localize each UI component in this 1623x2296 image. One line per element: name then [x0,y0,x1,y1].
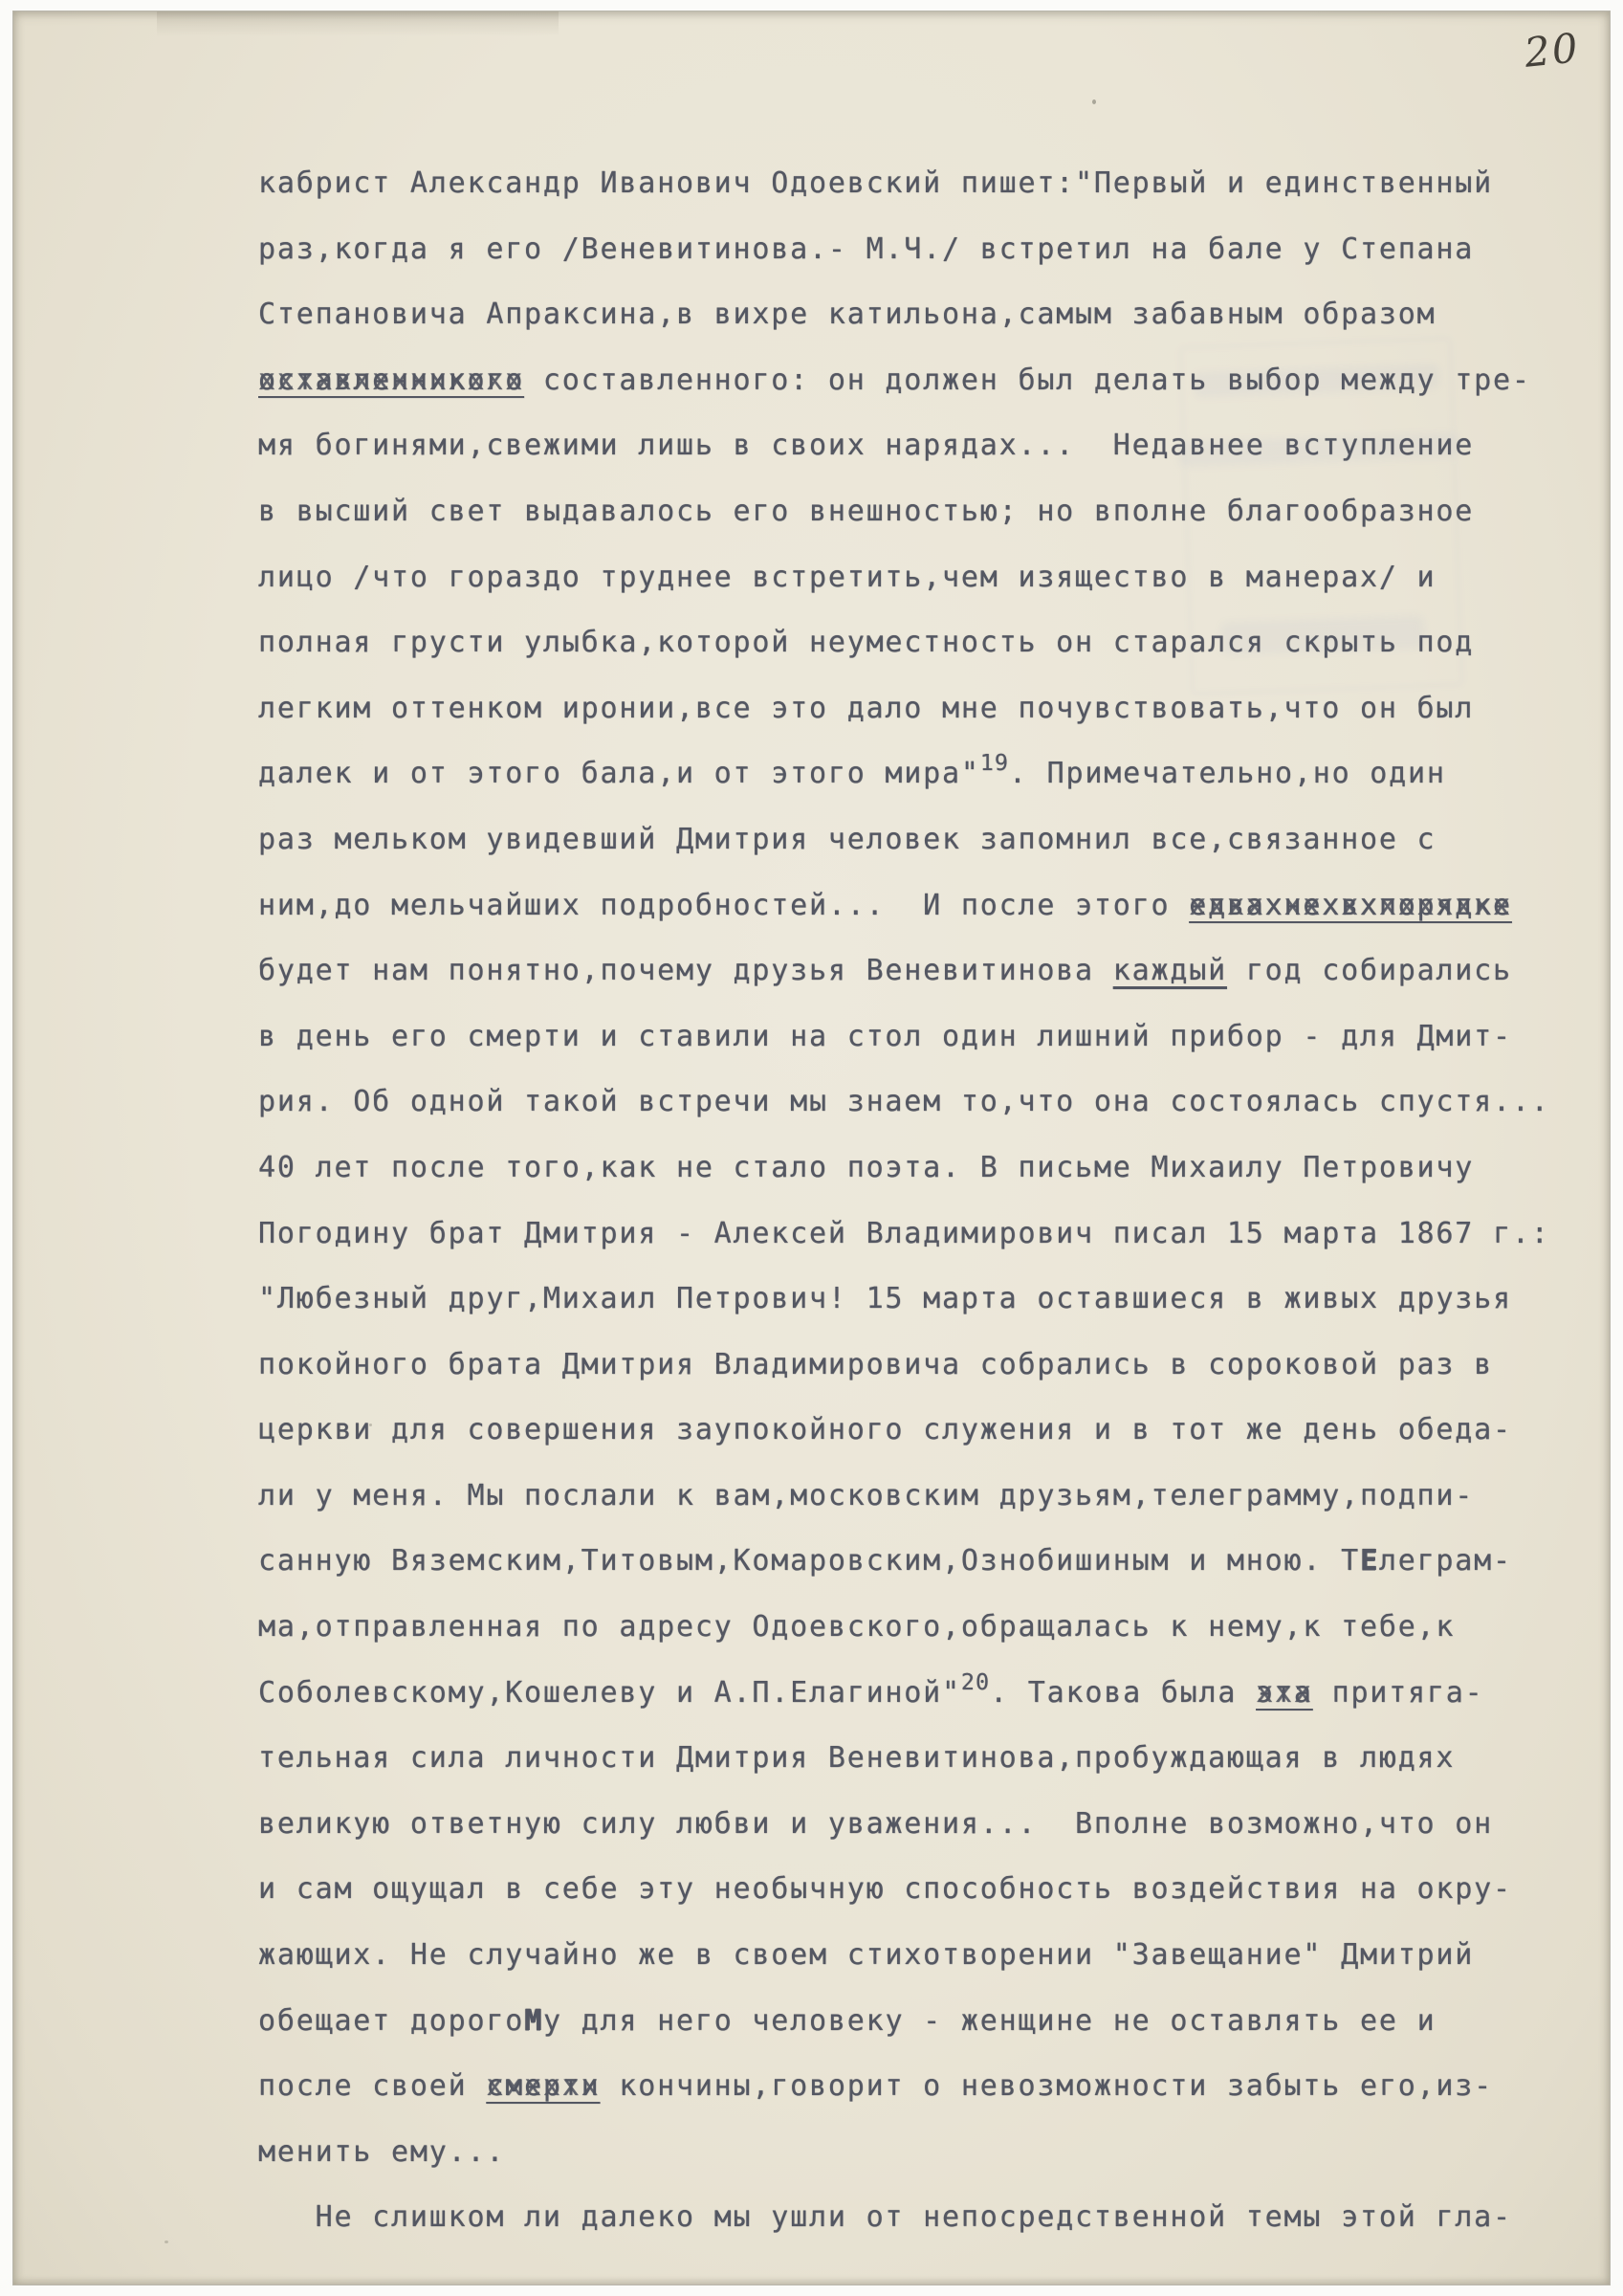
text-line: полная грусти улыбка,которой неуместность он старался скрыть под [258,626,1475,660]
text-line: раз мельком увидевший Дмитрия человек запомнил все,связанное с [258,822,1437,856]
text-line: обещает дорогоМу для него человеку - женщине не оставлять ее и [258,2003,1437,2038]
paper-speck [369,1424,372,1426]
text-line: ним,до мельчайших подробностей... И после этого едвахнехвхпорядке ххххххххххххххххх [258,873,1588,939]
text-line: Погодину брат Дмитрия - Алексей Владимирович писал 15 марта 1867 г.: [258,1216,1550,1250]
typewritten-text [258,151,1588,2251]
text-line: и сам ощущал в себе эту необычную способность воздействия на окру- [258,1872,1512,1907]
text-line: мя богинями,свежими лишь в своих нарядах... Недавнее вступление [258,429,1475,463]
text-line: кабрист Александр Иванович Одоевский пишет:"Первый и единственный [258,166,1493,200]
text-line: будет нам понятно,почему друзья Веневитинова каждый год собирались [258,954,1512,988]
text-line: рия. Об одной такой встречи мы знаем то,что она состоялась спустя... [258,1085,1550,1119]
paper-speck [1092,99,1096,104]
text-line: в высший свет выдавалось его внешностью; но вполне благообразное [258,494,1475,528]
text-line: ма,отправленная по адресу Одоевского,обращалась к нему,к тебе,к [258,1610,1456,1645]
text-line: "Любезный друг,Михаил Петрович! 15 марта оставшиеся в живых друзья [258,1282,1512,1316]
text-line: Степановича Апраксина,в вихре катильона,самым забавным образом [258,298,1437,332]
text-line: оставленникого хххххххххххххх составленного: он должен был делать выбор между тре- [258,348,1588,414]
text-line: менить ему... [258,2134,506,2169]
text-line: ли у меня. Мы послали к вам,московским друзьям,телеграмму,подпи- [258,1478,1475,1512]
text-line: Соболевскому,Кошелеву и А.П.Елагиной"$^{20}$. Такова была эта ххх притяга- [258,1661,1588,1727]
text-line: тельная сила личности Дмитрия Веневитинова,пробуждающая в людях [258,1741,1456,1776]
scan-smudge [157,11,559,36]
text-line: легким оттенком иронии,все это дало мне почувствовать,что он был [258,691,1475,725]
text-line: покойного брата Дмитрия Владимировича собрались в сороковой раз в [258,1347,1493,1381]
text-line: жающих. Не случайно же в своем стихотворении "Завещание" Дмитрий [258,1938,1475,1973]
text-line: Не слишком ли далеко мы ушли от непосредственной темы этой гла- [258,2200,1512,2235]
text-line: раз,когда я его /Веневитинова.- М.Ч./ встретил на бале у Степана [258,232,1475,266]
text-line: великую ответную силу любви и уважения... Вполне возможно,что он [258,1806,1493,1841]
text-line: церкви для совершения заупокойного служения и в тот же день обеда- [258,1413,1512,1447]
handwritten-page-number: 20 [1522,24,1582,77]
scanned-page [13,11,1610,2285]
text-line: лицо /что гораздо труднее встретить,чем изящество в манерах/ и [258,560,1437,594]
text-line: после своей смерти хххххх кончины,говорит о невозможности забыть его,из- [258,2054,1588,2120]
text-line: в день его смерти и ставили на стол один лишний прибор - для Дмит- [258,1019,1512,1053]
paper-speck [164,2241,168,2243]
text-line: 40 лет после того,как не стало поэта. В письме Михаилу Петровичу [258,1150,1475,1184]
text-line: санную Вяземским,Титовым,Комаровским,Ознобишиным и мною. ТЕлеграм- [258,1544,1512,1578]
text-line: далек и от этого бала,и от этого мира"$^{19}$. Примечательно,но один [258,749,1446,791]
